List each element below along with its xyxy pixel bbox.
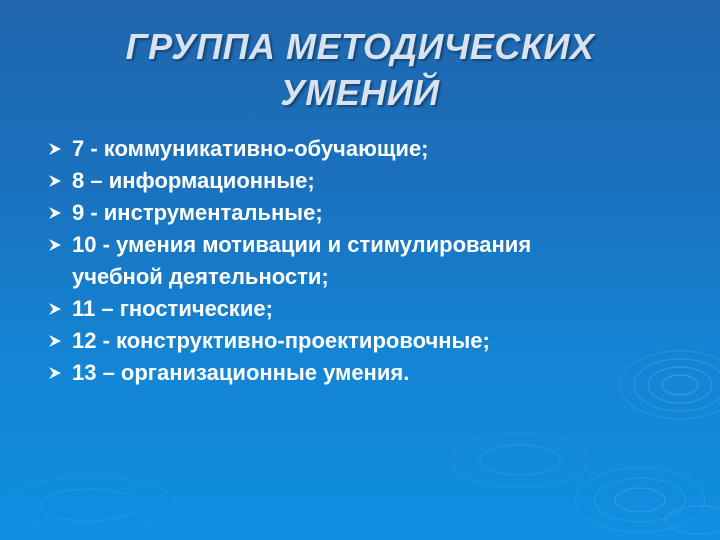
list-item-text: 7 - коммуникативно-обучающие;: [72, 136, 429, 161]
arrowhead-bullet-icon: [48, 302, 62, 316]
list-item: [46, 229, 686, 293]
title-line: УМЕНИЙ: [280, 72, 440, 113]
arrowhead-bullet-icon: [48, 174, 62, 188]
list-item-text: 11 – гностические;: [72, 296, 273, 321]
slide-title: [80, 24, 640, 116]
list-item: [46, 325, 686, 357]
list-item-text: 10 - умения мотивации и стимулирования: [72, 232, 532, 257]
skills-bullet-list: [46, 133, 686, 389]
arrowhead-bullet-icon: [48, 366, 62, 380]
list-item-text: 9 - инструментальные;: [72, 200, 323, 225]
list-item: [46, 357, 686, 389]
list-item: [46, 293, 686, 325]
arrowhead-bullet-icon: [48, 334, 62, 348]
arrowhead-bullet-icon: [48, 206, 62, 220]
list-item: [46, 165, 686, 197]
list-item-text: 8 – информационные;: [72, 168, 315, 193]
list-item: [46, 133, 686, 165]
list-item: [46, 197, 686, 229]
arrowhead-bullet-icon: [48, 238, 62, 252]
arrowhead-bullet-icon: [48, 142, 62, 156]
title-line: ГРУППА МЕТОДИЧЕСКИХ: [125, 26, 595, 67]
list-item-text-continued: учебной деятельности;: [72, 264, 329, 289]
list-item-text: 13 – организационные умения.: [72, 360, 410, 385]
list-item-text: 12 - конструктивно-проектировочные;: [72, 328, 490, 353]
